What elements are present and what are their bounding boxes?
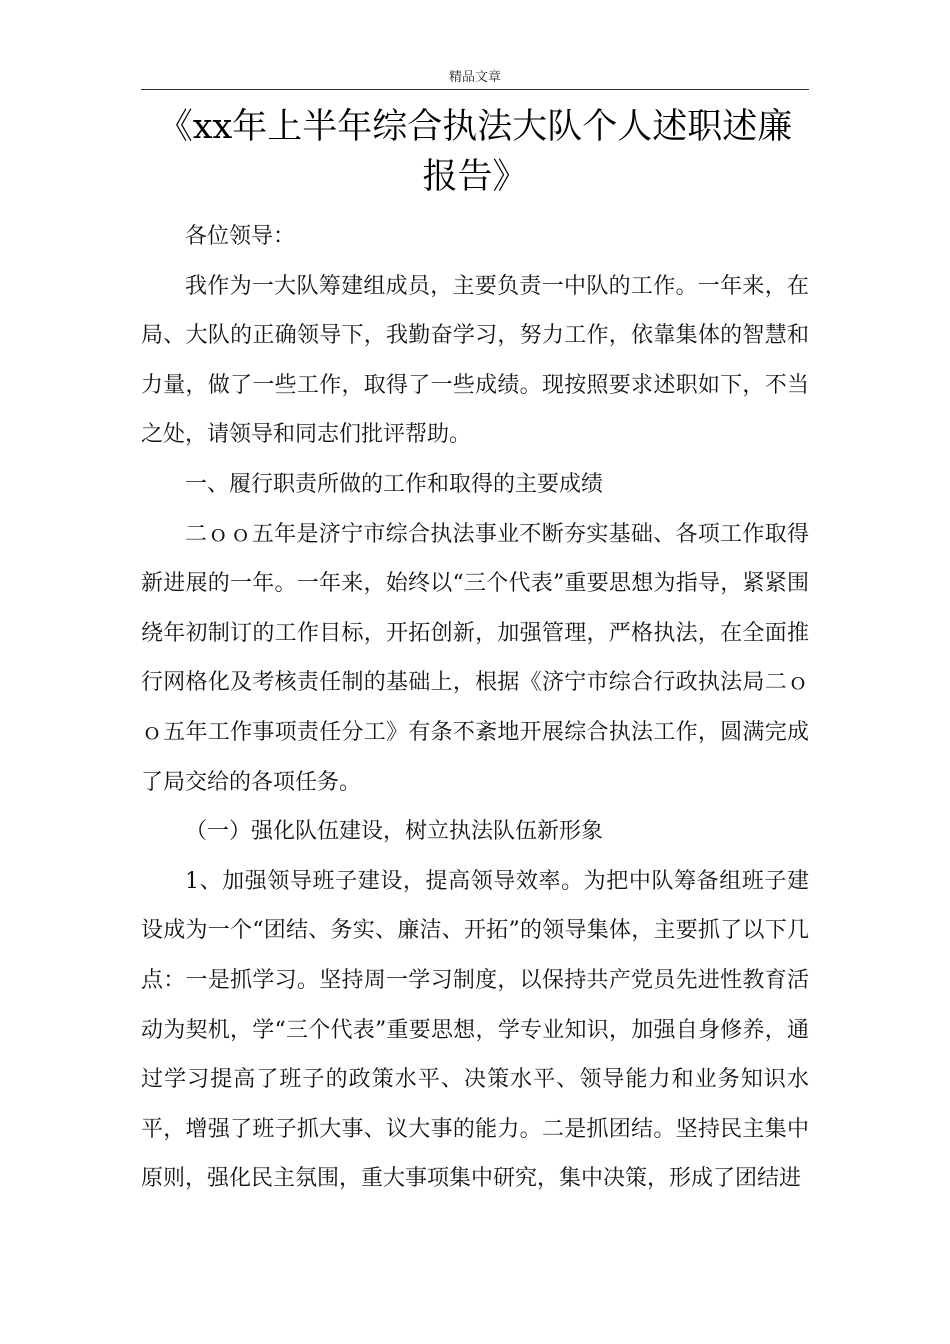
document-title: 《xx年上半年综合执法大队个人述职述廉报告》 (157, 107, 793, 197)
paragraph-salutation: 各位领导： (185, 224, 296, 249)
paragraph-leadership: 1、加强领导班子建设，提高领导效率。为把中队筹备组班子建设成为一个“团结、务实、廉洁、开拓”的领导集体，主要抓了以下几点：一是抓学习。坚持周一学习制度，以保持共产党员先进性教育活动为契机，学“三个代表”重要思想，学专业知识，加强自身修养，通过学习提高了班子的政策水平、决策水平、领导能力和业务知识水平，增强了班子抓大事、议大事的能力。二是抓团结。坚持民主集中原则，强化民主氛围，重大事项集中研究，集中决策，形成了团结进 (141, 868, 809, 1192)
subsection-heading-1: （一）强化队伍建设，树立执法队伍新形象 (185, 819, 604, 845)
header-divider (141, 89, 809, 90)
section-heading-1: 一、履行职责所做的工作和取得的主要成绩 (185, 471, 604, 497)
page-header-label: 精品文章 (448, 70, 501, 85)
document-body (141, 212, 809, 1204)
paragraph-intro: 我作为一大队筹建组成员，主要负责一中队的工作。一年来，在局、大队的正确领导下，我勤奋学习，努力工作，依靠集体的智慧和力量，做了一些工作，取得了一些成绩。现按照要求述职如下，不当之处，请领导和同志们批评帮助。 (141, 273, 809, 448)
paragraph-overview: 二ｏｏ五年是济宁市综合执法事业不断夯实基础、各项工作取得新进展的一年。一年来，始终以“三个代表”重要思想为指导，紧紧围绕年初制订的工作目标，开拓创新，加强管理，严格执法，在全面推行网格化及考核责任制的基础上，根据《济宁市综合行政执法局二ｏｏ五年工作事项责任分工》有条不紊地开展综合执法工作，圆满完成了局交给的各项任务。 (141, 521, 809, 795)
